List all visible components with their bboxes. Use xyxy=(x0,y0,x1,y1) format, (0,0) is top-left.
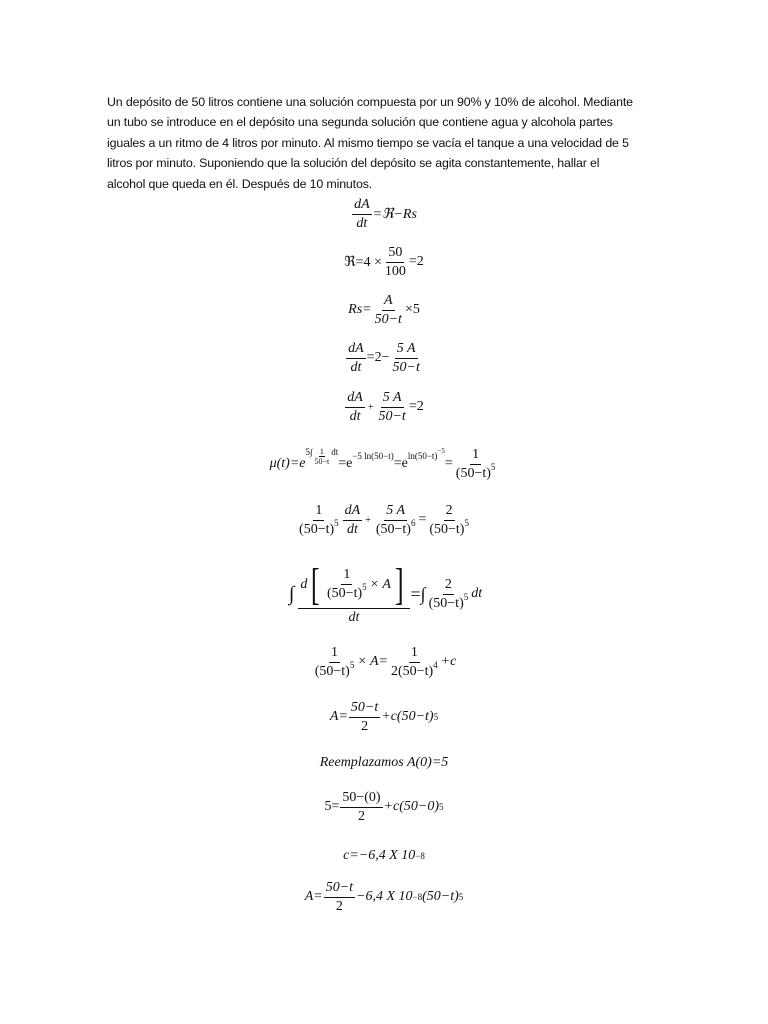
equation-text: 5= xyxy=(324,799,340,814)
fraction: $\frac{dA}{dt}$ xyxy=(354,196,370,231)
equation-text: =ℜ−Rs xyxy=(372,206,417,222)
equation-text: A= xyxy=(329,709,348,724)
equation-text: × A= xyxy=(357,654,389,669)
exponent: −5 ln(50−t) xyxy=(352,451,394,461)
fraction: $\frac{1}{(50-t)^5}$ xyxy=(455,446,496,481)
problem-line: litros por minuto. Suponiendo que la solución del depósito se agita constantemente, hallar el xyxy=(107,156,600,171)
equation-text: Rs= xyxy=(348,302,372,317)
fraction: $\frac{5 A}{(50-t)^6}$ xyxy=(375,502,416,537)
fraction: $\frac{5 A}{50-t}$ xyxy=(378,389,406,424)
equation-text: Reemplazamos A(0)=5 xyxy=(319,755,449,770)
equation-text: +c xyxy=(440,654,457,669)
fraction: $\frac{5 A}{50-t}$ xyxy=(392,340,420,375)
exponent: 5∫ $\frac{1}{50-t}$ dt xyxy=(305,446,339,466)
problem-line: iguales a un ritmo de 4 litros por minuto. Al mismo tiempo se vacía el tanque a una velocidad de 5 xyxy=(107,135,629,150)
fraction: $\frac{2}{(50-t)^5}$ xyxy=(428,576,469,611)
equation-text: = xyxy=(418,512,427,527)
equation-text: =e xyxy=(393,456,408,471)
fraction: $\frac{dA}{dt}$ xyxy=(347,389,363,424)
equation-text: +c(50−0) xyxy=(383,799,440,814)
fraction: $\frac{50-(0)}{2}$ xyxy=(342,789,381,824)
equation-text: μ(t)=e xyxy=(269,456,306,471)
equation-text: c=−6,4 X 10 xyxy=(343,848,416,863)
fraction: $\frac{A}{50-t}$ xyxy=(374,292,402,327)
equation-text: =∫ xyxy=(410,583,426,604)
equation-text: =e xyxy=(338,456,353,471)
equation-text: + xyxy=(367,401,374,413)
problem-statement xyxy=(107,92,667,194)
fraction: $\frac{2}{(50-t)^5}$ xyxy=(429,502,469,537)
fraction: $\frac{1}{2(50-t)^4}$ xyxy=(391,644,438,679)
fraction: $\frac{dA}{dt}$ xyxy=(348,340,364,375)
problem-line: Un depósito de 50 litros contiene una solución compuesta por un 90% y 10% de alcohol. Mediante xyxy=(107,95,633,109)
problem-line: un tubo se introduce en el depósito una segunda solución que contiene agua y alcohola partes xyxy=(107,115,613,130)
equation-text: =2 xyxy=(408,254,424,269)
equation-text: A= xyxy=(304,889,323,904)
equation-text: + xyxy=(365,514,371,526)
fraction: $\frac{1}{(50-t)^5}$ xyxy=(299,502,339,537)
fraction: $\frac{50-t}{2}$ xyxy=(350,699,379,734)
equation-text: ℜ=4 × xyxy=(344,254,382,270)
equation-text: dt xyxy=(471,586,483,601)
problem-line: alcohol que queda en él. Después de 10 minutos. xyxy=(107,176,373,191)
equation-text: =2− xyxy=(366,350,390,365)
equation-text: +c(50−t) xyxy=(381,709,434,724)
equation-text: (50−t) xyxy=(422,889,459,904)
equation-text: −6,4 X 10 xyxy=(356,889,413,904)
fraction: d [ $\frac{1}{(50-t)^5}$ × A ] dt xyxy=(298,563,409,626)
fraction: $\frac{50-t}{2}$ xyxy=(325,879,354,914)
exponent: ln(50−t) −5 xyxy=(407,447,445,461)
fraction: $\frac{50}{100}$ xyxy=(384,244,406,279)
equation-text: = xyxy=(444,456,453,471)
fraction: $\frac{dA}{dt}$ xyxy=(344,502,361,537)
equation-text: ×5 xyxy=(404,302,420,317)
equation-text: =2 xyxy=(408,399,424,414)
integral-sign: ∫ xyxy=(288,583,295,605)
fraction: $\frac{1}{(50-t)^5}$ xyxy=(314,644,355,679)
